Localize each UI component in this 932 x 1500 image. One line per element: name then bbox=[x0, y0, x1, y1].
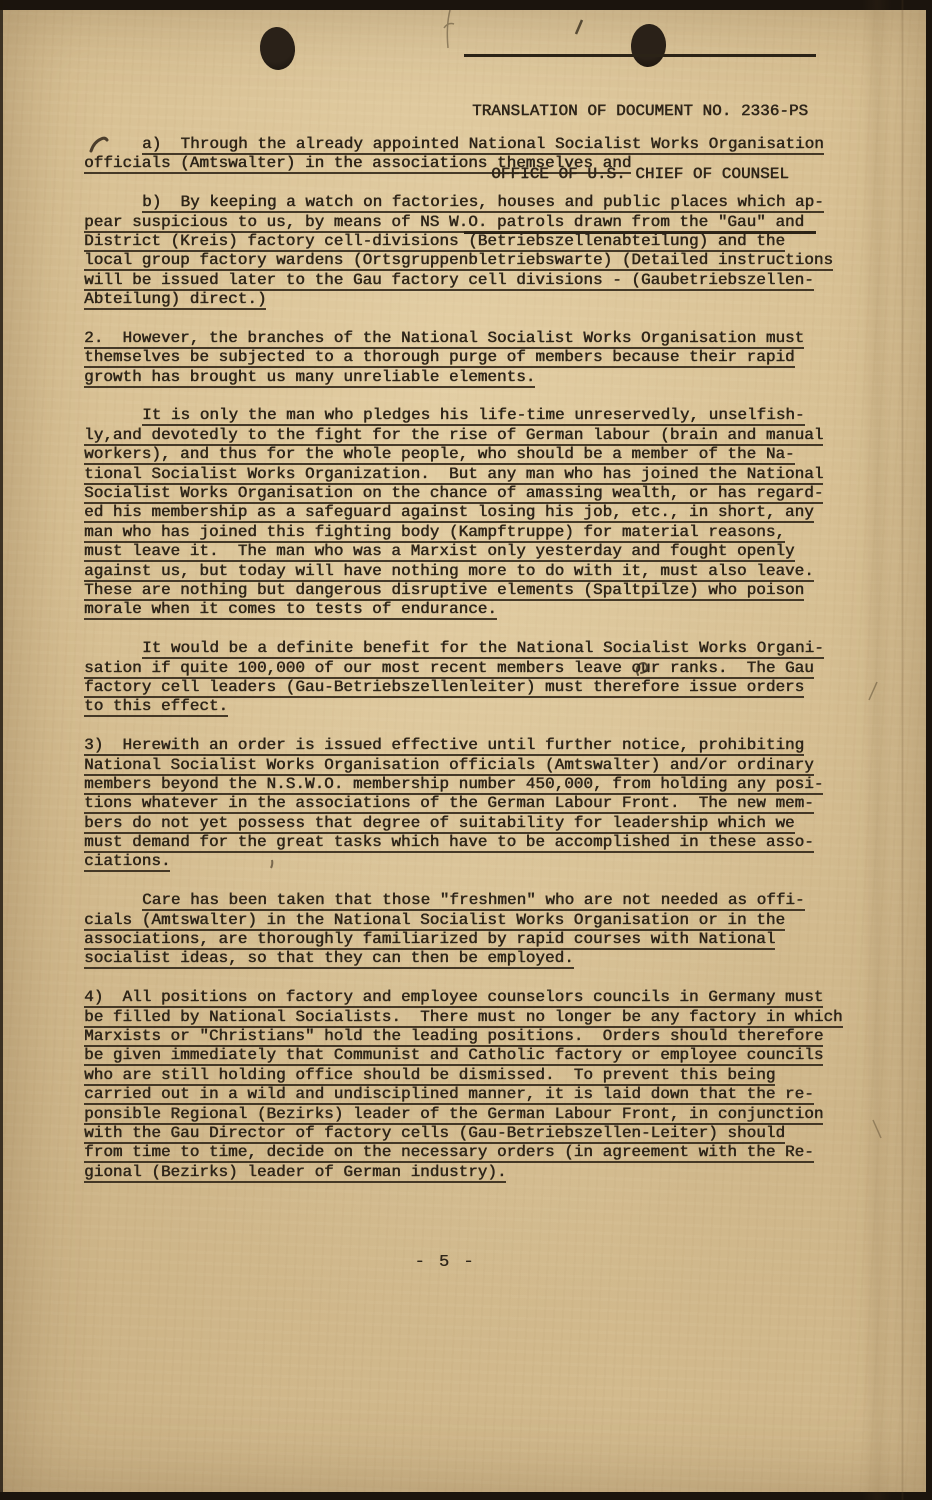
doc-line: must demand for the great tasks which have to be accomplished in these asso- bbox=[84, 833, 814, 852]
header-line-office: OFFICE OF U.S. CHIEF OF COUNSEL bbox=[491, 165, 789, 183]
scan-edge-right bbox=[926, 0, 932, 1500]
doc-line: from time to time, decide on the necessary orders (in agreement with the Re- bbox=[84, 1143, 814, 1162]
page-number: - 5 - bbox=[414, 1253, 476, 1272]
doc-line: ciations. bbox=[84, 852, 171, 871]
doc-line: officials (Amtswalter) in the associations themselves and bbox=[84, 154, 632, 173]
doc-line: Care has been taken that those "freshmen" who are not needed as offi- bbox=[142, 891, 805, 910]
doc-line: to this effect. bbox=[84, 697, 229, 716]
doc-line: must leave it. The man who was a Marxist only yesterday and fought openly bbox=[84, 542, 795, 561]
doc-line: socialist ideas, so that they can then be employed. bbox=[84, 949, 574, 968]
doc-line: gional (Bezirks) leader of German industry). bbox=[84, 1162, 507, 1181]
doc-line: workers), and thus for the whole people, who should be a member of the Na- bbox=[84, 445, 795, 464]
doc-line: tional Socialist Works Organization. But any man who has joined the National bbox=[84, 464, 824, 483]
doc-line: sation if quite 100,000 of our most recent members leave our ranks. The Gau bbox=[84, 658, 814, 677]
doc-line: growth has brought us many unreliable elements. bbox=[84, 367, 536, 386]
pencil-scratch-mark bbox=[436, 8, 462, 50]
paragraph-3 bbox=[84, 736, 862, 872]
paragraph-care bbox=[84, 891, 862, 969]
doc-line: Socialist Works Organisation on the chance of amassing wealth, or has regard- bbox=[84, 484, 824, 503]
doc-line: bers do not yet possess that degree of suitability for leadership which we bbox=[84, 813, 795, 832]
doc-line: 4) All positions on factory and employee counselors councils in Germany must bbox=[84, 988, 824, 1007]
ink-speck-mark bbox=[572, 18, 586, 36]
doc-line: ly,and devotedly to the fight for the rise of German labour (brain and manual bbox=[84, 425, 824, 444]
doc-line: ponsible Regional (Bezirks) leader of the German Labour Front, in conjunction bbox=[84, 1104, 824, 1123]
doc-line: themselves be subjected to a thorough purge of members because their rapid bbox=[84, 348, 795, 367]
paragraph-4 bbox=[84, 988, 862, 1182]
doc-line: tions whatever in the associations of the German Labour Front. The new mem- bbox=[84, 794, 814, 813]
hole-punch-icon bbox=[258, 25, 297, 71]
doc-line: It would be a definite benefit for the National Socialist Works Organi- bbox=[142, 639, 824, 658]
doc-line: Marxists or "Christians" hold the leading positions. Orders should therefore bbox=[84, 1026, 824, 1045]
doc-line: against us, but today will have nothing more to do with it, must also leave. bbox=[84, 561, 814, 580]
scan-edge-left bbox=[0, 0, 3, 1500]
doc-line: cials (Amtswalter) in the National Socialist Works Organisation or in the bbox=[84, 910, 785, 929]
scan-edge-bottom bbox=[0, 1492, 932, 1500]
doc-line: 3) Herewith an order is issued effective until further notice, prohibiting bbox=[84, 736, 805, 755]
doc-line: b) By keeping a watch on factories, houses and public places which ap- bbox=[142, 193, 824, 212]
doc-line: These are nothing but dangerous disruptive elements (Spaltpilze) who poison bbox=[84, 580, 805, 599]
doc-line: factory cell leaders (Gau-Betriebszellenleiter) must therefore issue orders bbox=[84, 677, 805, 696]
paragraph-it-would-be bbox=[84, 639, 862, 717]
paragraph-it-is-only bbox=[84, 406, 862, 619]
doc-line: will be issued later to the Gau factory cell divisions - (Gaubetriebszellen- bbox=[84, 270, 814, 289]
doc-line: National Socialist Works Organisation officials (Amtswalter) and/or ordinary bbox=[84, 755, 814, 774]
document-body bbox=[84, 135, 862, 1201]
doc-line: District (Kreis) factory cell-divisions (Betriebszellenabteilung) and the bbox=[84, 231, 785, 250]
doc-line: man who has joined this fighting body (Kampftruppe) for material reasons, bbox=[84, 522, 785, 541]
doc-line: 2. However, the branches of the National Socialist Works Organisation must bbox=[84, 328, 805, 347]
doc-line: who are still holding office should be dismissed. To prevent this being bbox=[84, 1065, 776, 1084]
doc-line: pear suspicious to us, by means of NS W.O. patrols drawn from the "Gau" and bbox=[84, 212, 805, 231]
doc-line: be filled by National Socialists. There must no longer be any factory in which bbox=[84, 1007, 843, 1026]
doc-line: carried out in a wild and undisciplined manner, it is laid down that the re- bbox=[84, 1085, 814, 1104]
doc-line: It is only the man who pledges his life-time unreservedly, unselfish- bbox=[142, 406, 805, 425]
header-line-translation: TRANSLATION OF DOCUMENT NO. 2336-PS bbox=[471, 102, 809, 120]
paragraph-2 bbox=[84, 329, 862, 387]
paragraph-a bbox=[84, 135, 862, 174]
doc-line: a) Through the already appointed National Socialist Works Organisation bbox=[142, 135, 824, 153]
doc-line: morale when it comes to tests of endurance. bbox=[84, 600, 497, 619]
doc-line: Abteilung) direct.) bbox=[84, 290, 267, 309]
paper-shading bbox=[862, 0, 892, 1500]
paragraph-b bbox=[84, 193, 862, 309]
scan-edge-top bbox=[0, 0, 932, 10]
doc-line: with the Gau Director of factory cells (Gau-Betriebszellen-Leiter) should bbox=[84, 1123, 785, 1142]
doc-line: local group factory wardens (Ortsgruppenbletriebswarte) (Detailed instructions bbox=[84, 251, 833, 270]
doc-line: members beyond the N.S.W.O. membership number 450,000, from holding any posi- bbox=[84, 774, 824, 793]
doc-line: ed his membership as a safeguard against losing his job, etc., in short, any bbox=[84, 503, 814, 522]
paper-crease bbox=[901, 0, 904, 1500]
doc-line: be given immediately that Communist and Catholic factory or employee councils bbox=[84, 1046, 824, 1065]
doc-line: associations, are thoroughly familiarized by rapid courses with National bbox=[84, 930, 776, 949]
